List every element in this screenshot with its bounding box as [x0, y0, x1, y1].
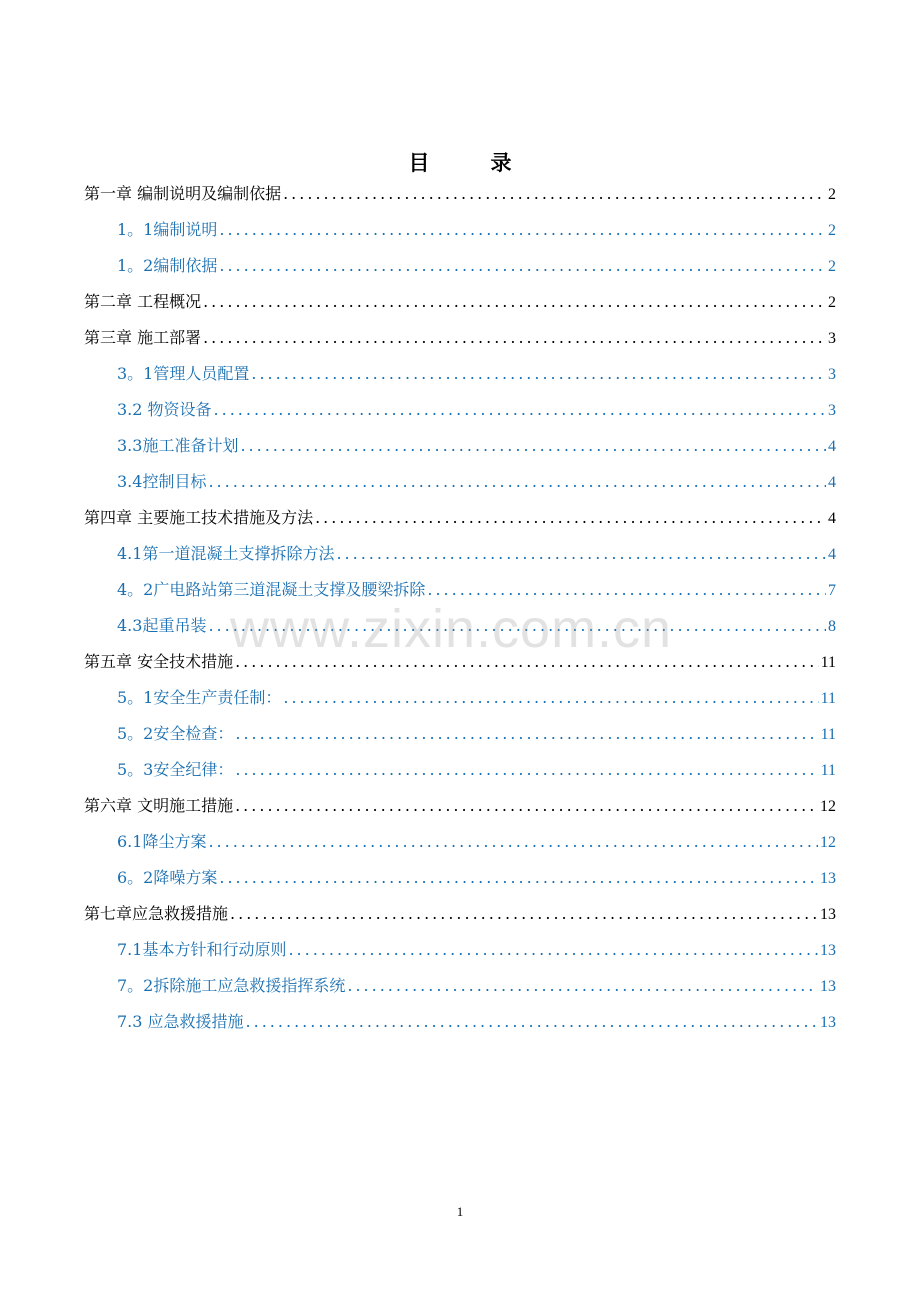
toc-entry[interactable]: [84, 500, 836, 536]
dot-leader: [283, 176, 826, 212]
watermark: www.zixin.com.cn: [230, 599, 673, 659]
toc-entry-text: 第四章 主要施工技术措施及方法: [84, 508, 314, 527]
toc-entry-page: 4: [828, 510, 836, 527]
dot-leader: [219, 248, 826, 284]
toc-list: [84, 176, 836, 1040]
toc-entry[interactable]: [84, 428, 836, 464]
toc-entry[interactable]: [84, 716, 836, 752]
toc-entry-text: 7.3 应急救援措施: [117, 1012, 244, 1031]
dot-leader: [235, 752, 818, 788]
toc-entry-text: 第五章 安全技术措施: [84, 652, 234, 671]
dot-leader: [203, 320, 826, 356]
dot-leader: [347, 968, 818, 1004]
toc-entry[interactable]: [84, 536, 836, 572]
toc-entry-text: 5。2安全检查：: [117, 724, 234, 743]
toc-entry-page: 3: [828, 330, 836, 347]
dot-leader: [427, 572, 826, 608]
dot-leader: [235, 716, 818, 752]
page-number: 1: [456, 1204, 464, 1219]
toc-entry-text: 3.4控制目标: [117, 472, 207, 491]
toc-entry-page: 11: [820, 654, 836, 671]
toc-entry-page: 13: [820, 978, 836, 995]
toc-entry-text: 第一章 编制说明及编制依据: [84, 184, 282, 203]
dot-leader: [230, 896, 818, 932]
toc-entry[interactable]: [84, 752, 836, 788]
toc-entry-text: 3.3施工准备计划: [117, 436, 239, 455]
toc-entry[interactable]: [84, 1004, 836, 1040]
dot-leader: [208, 464, 826, 500]
dot-leader: [235, 788, 818, 824]
toc-entry[interactable]: [84, 608, 836, 644]
toc-entry-page: 8: [828, 618, 836, 635]
toc-entry[interactable]: [84, 896, 836, 932]
toc-entry-text: 第三章 施工部署: [84, 328, 202, 347]
toc-entry-text: 5。1安全生产责任制：: [117, 688, 282, 707]
toc-entry-page: 11: [820, 762, 836, 779]
toc-entry-page: 2: [828, 222, 836, 239]
toc-entry-page: 7: [828, 582, 836, 599]
dot-leader: [208, 824, 818, 860]
dot-leader: [288, 932, 818, 968]
dot-leader: [208, 608, 826, 644]
toc-entry-page: 11: [820, 690, 836, 707]
dot-leader: [203, 284, 826, 320]
toc-entry-page: 13: [820, 870, 836, 887]
toc-entry-text: 第二章 工程概况: [84, 292, 202, 311]
toc-entry-text: 1。2编制依据: [117, 256, 218, 275]
toc-entry[interactable]: [84, 680, 836, 716]
toc-entry-page: 2: [828, 186, 836, 203]
dot-leader: [219, 860, 818, 896]
toc-entry[interactable]: [84, 176, 836, 212]
toc-entry[interactable]: [84, 212, 836, 248]
toc-entry-text: 4.3起重吊装: [117, 616, 207, 635]
toc-entry-page: 4: [828, 438, 836, 455]
dot-leader: [315, 500, 826, 536]
toc-entry-page: 12: [820, 834, 836, 851]
toc-entry-text: 4.1第一道混凝土支撑拆除方法: [117, 544, 335, 563]
toc-entry-page: 4: [828, 546, 836, 563]
toc-entry-page: 13: [820, 942, 836, 959]
dot-leader: [219, 212, 826, 248]
toc-entry[interactable]: [84, 824, 836, 860]
toc-entry-page: 12: [820, 798, 836, 815]
dot-leader: [235, 644, 819, 680]
toc-entry-text: 7。2拆除施工应急救援指挥系统: [117, 976, 346, 995]
toc-entry-page: 11: [820, 726, 836, 743]
toc-entry[interactable]: [84, 392, 836, 428]
dot-leader: [251, 356, 826, 392]
toc-entry[interactable]: [84, 320, 836, 356]
toc-entry-page: 3: [828, 366, 836, 383]
dot-leader: [240, 428, 826, 464]
toc-entry-text: 第七章应急救援措施: [84, 904, 229, 923]
toc-entry[interactable]: [84, 356, 836, 392]
toc-entry[interactable]: [84, 860, 836, 896]
dot-leader: [246, 1004, 818, 1040]
toc-entry[interactable]: [84, 248, 836, 284]
toc-entry[interactable]: [84, 788, 836, 824]
toc-entry[interactable]: [84, 464, 836, 500]
toc-entry-page: 3: [828, 402, 836, 419]
dot-leader: [283, 680, 818, 716]
dot-leader: [336, 536, 826, 572]
toc-entry-text: 1。1编制说明: [117, 220, 218, 239]
dot-leader: [214, 392, 826, 428]
toc-entry-text: 第六章 文明施工措施: [84, 796, 234, 815]
toc-entry[interactable]: [84, 644, 836, 680]
toc-entry-text: 7.1基本方针和行动原则: [117, 940, 287, 959]
toc-entry-text: 3。1管理人员配置: [117, 364, 250, 383]
toc-entry[interactable]: [84, 932, 836, 968]
toc-entry-text: 3.2 物资设备: [117, 400, 212, 419]
toc-title: 目 录: [408, 150, 532, 175]
toc-entry[interactable]: [84, 284, 836, 320]
toc-entry[interactable]: [84, 572, 836, 608]
toc-entry-page: 2: [828, 258, 836, 275]
toc-entry[interactable]: [84, 968, 836, 1004]
toc-entry-text: 4。2广电路站第三道混凝土支撑及腰梁拆除: [117, 580, 426, 599]
toc-entry-page: 4: [828, 474, 836, 491]
toc-entry-page: 2: [828, 294, 836, 311]
toc-entry-page: 13: [820, 906, 836, 923]
toc-entry-page: 13: [820, 1014, 836, 1031]
toc-entry-text: 6.1降尘方案: [117, 832, 207, 851]
toc-entry-text: 6。2降噪方案: [117, 868, 218, 887]
toc-entry-text: 5。3安全纪律：: [117, 760, 234, 779]
